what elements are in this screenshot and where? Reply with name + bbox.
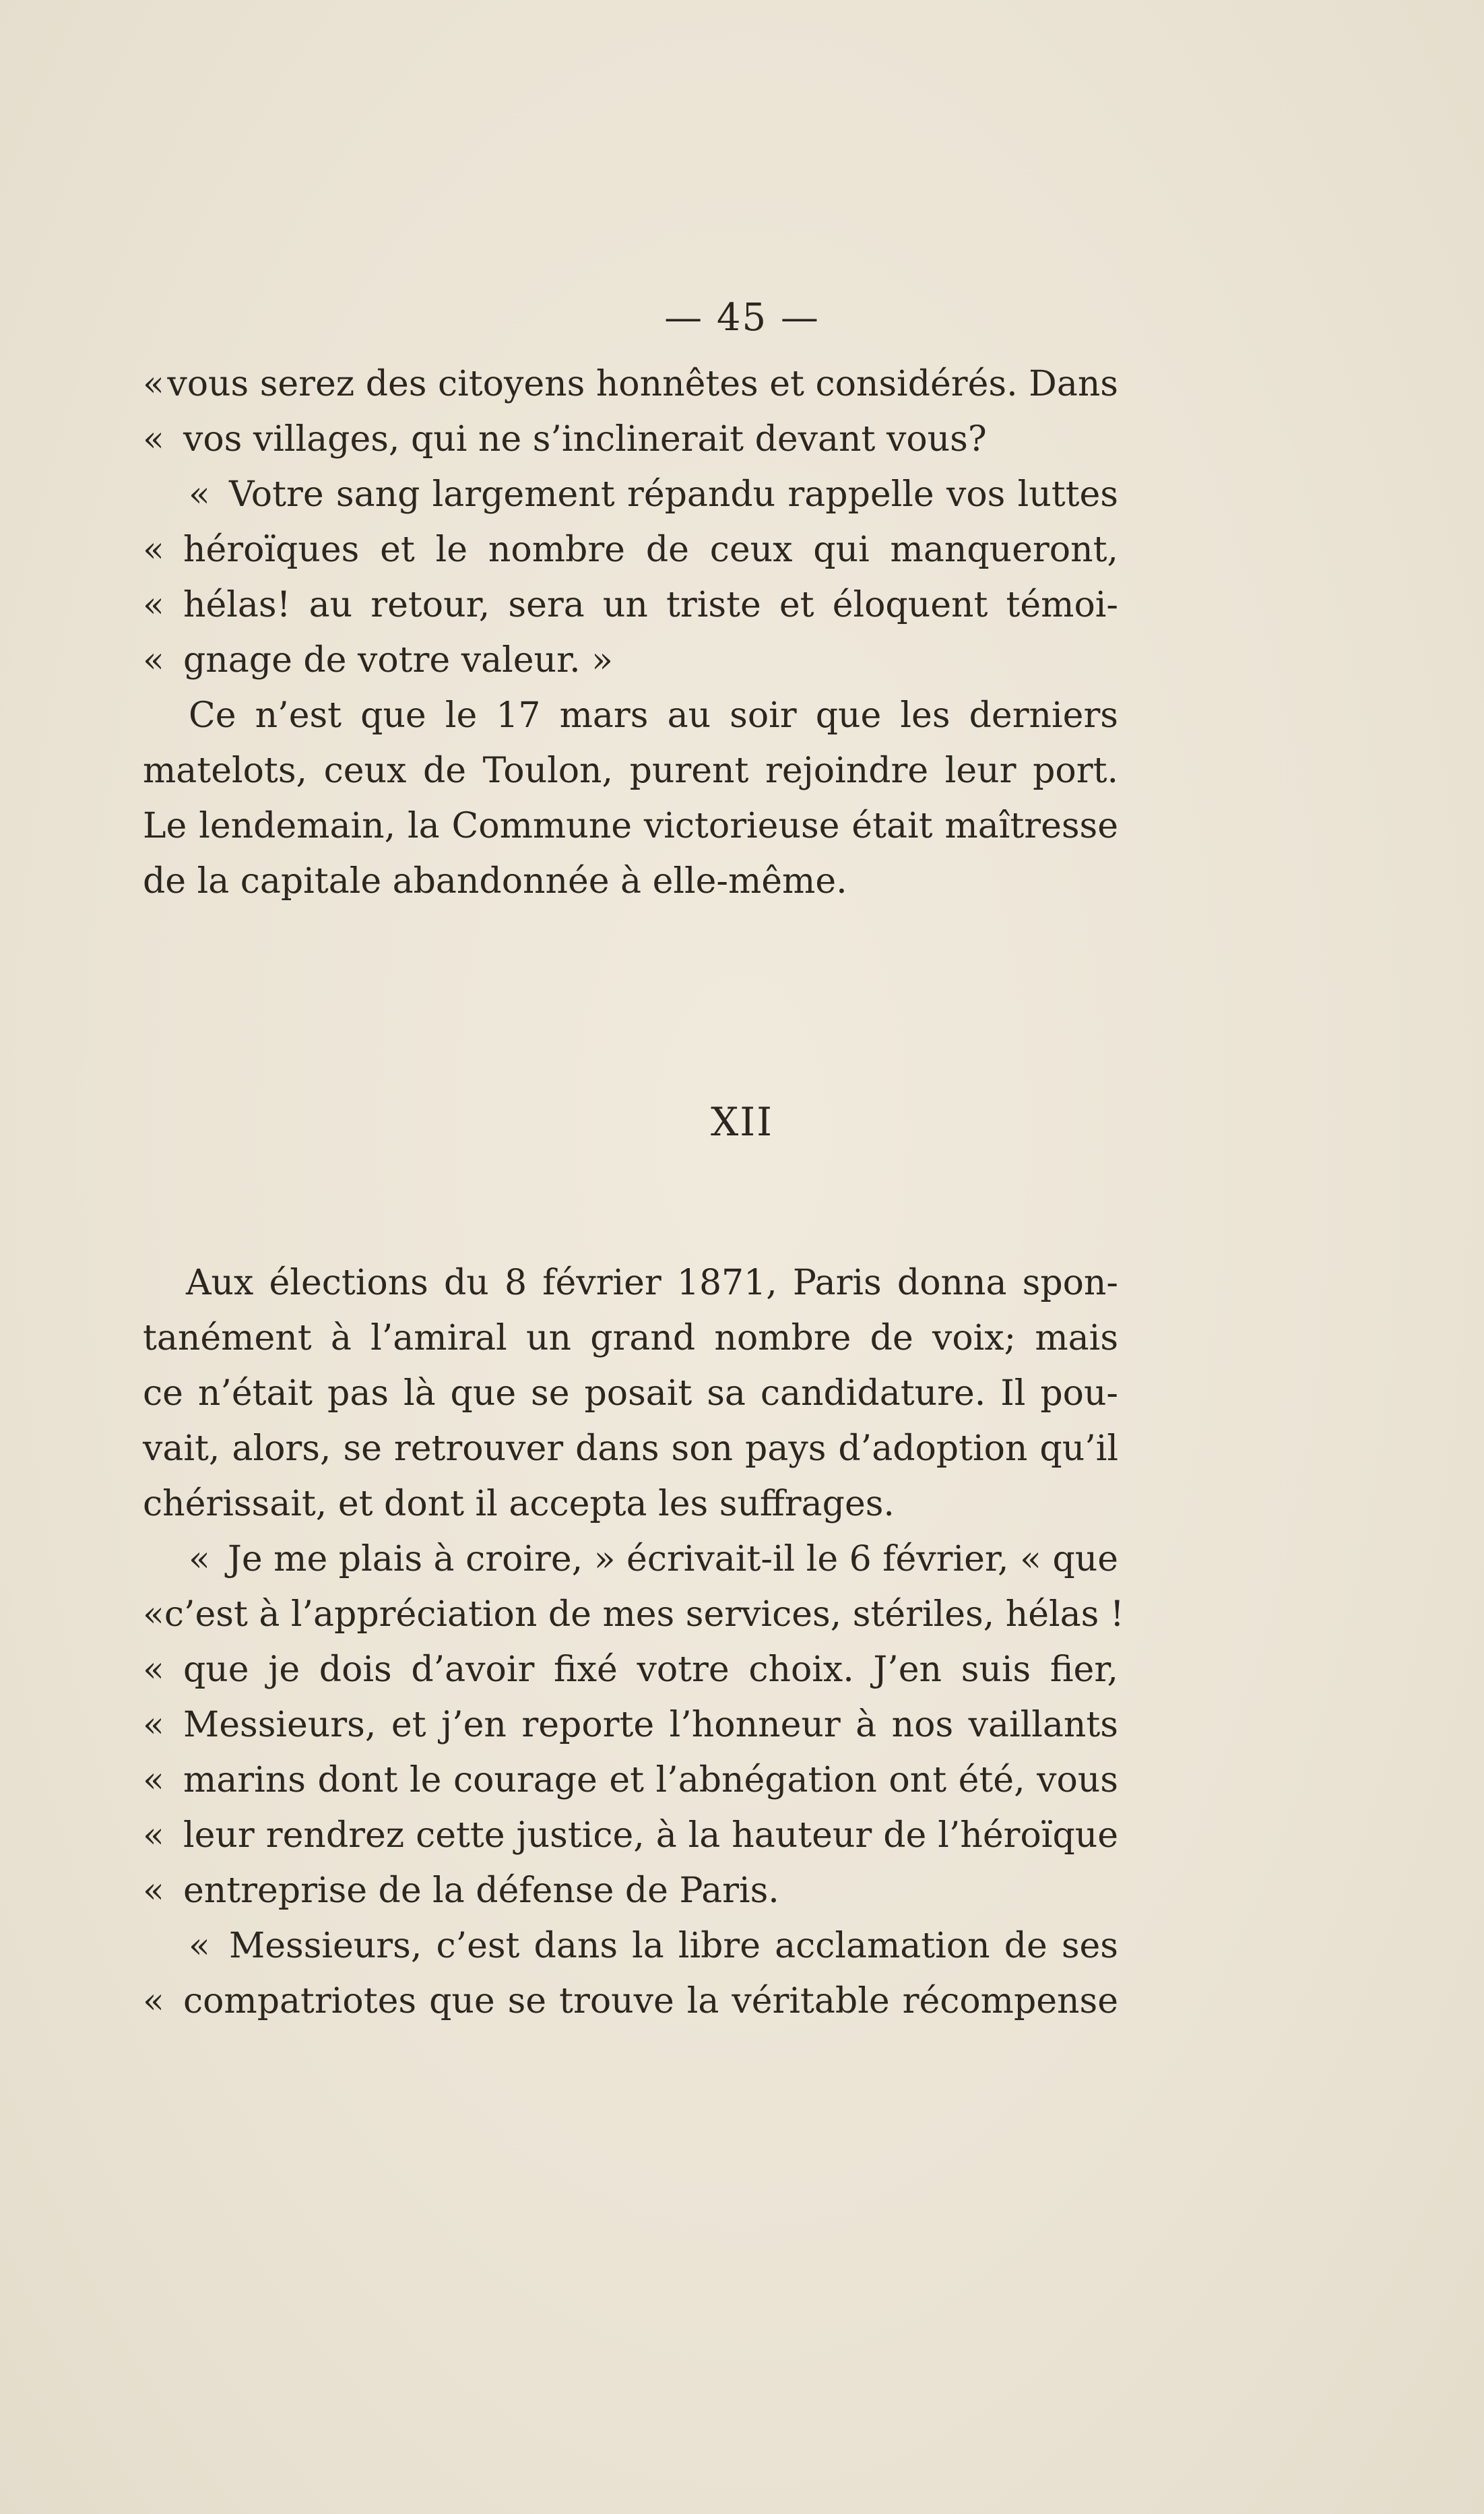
page-number: — 45 — [664,296,820,340]
quote-mark: « [189,1926,210,1966]
text-line [143,1807,1118,1864]
line-text: que je dois d’avoir fixé votre choix. J’en suis fier, [183,1649,1118,1690]
text-line [143,1752,1118,1809]
quote-mark: « [189,474,210,515]
quote-mark: « [143,1871,164,1911]
text-line [143,1973,1118,2030]
text-line: ce n’était pas là que se posait sa candidature. Il pou- [143,1373,1118,1414]
quote-mark: « [143,585,164,625]
text-line [143,356,1118,412]
line-text: Messieurs, et j’en reporte l’honneur à nos vaillants [183,1705,1118,1745]
quote-mark: « [143,1981,164,2021]
text-line: de la capitale abandonnée à elle-même. [143,861,847,902]
line-text: vous serez des citoyens honnêtes et considérés. Dans [167,364,1118,404]
line-text: leur rendrez cette justice, à la hauteur de l’héroïque [183,1815,1118,1856]
text-line: tanément à l’amiral un grand nombre de voix; mais [143,1318,1118,1358]
text-line [189,466,1118,523]
quote-mark: « [143,364,164,404]
quote-mark: « [143,1815,164,1856]
line-text: Messieurs, c’est dans la libre acclamation de ses [229,1926,1118,1966]
text-line: chérissait, et dont il accepta les suffrages. [143,1484,895,1524]
quote-mark: « [189,1539,210,1579]
text-line [143,632,1118,689]
text-line [143,411,1118,468]
text-line: Le lendemain, la Commune victorieuse était maîtresse [143,806,1118,846]
text-line: Aux élections du 8 février 1871, Paris donna spon- [186,1263,1118,1303]
text-line [143,1862,1118,1919]
line-text: marins dont le courage et l’abnégation ont été, vous [183,1760,1118,1800]
line-text: compatriotes que se trouve la véritable récompense [183,1981,1118,2021]
text-line [143,1586,1124,1643]
text-line [143,1697,1118,1753]
text-line: matelots, ceux de Toulon, purent rejoindre leur port. [143,751,1118,791]
line-text: Je me plais à croire, » écrivait-il le 6 février, « que [228,1539,1118,1579]
text-line: Ce n’est que le 17 mars au soir que les derniers [189,695,1118,736]
line-text: héroïques et le nombre de ceux qui manqueront, [183,530,1118,570]
line-text: entreprise de la défense de Paris. [183,1871,779,1911]
text-line [189,1918,1118,1974]
line-text: hélas! au retour, sera un triste et éloquent témoi- [183,585,1118,625]
line-text: gnage de votre valeur. » [183,640,613,681]
line-text: Votre sang largement répandu rappelle vos luttes [229,474,1118,515]
chapter-heading: XII [710,1099,774,1145]
quote-mark: « [143,640,164,681]
text-line: vait, alors, se retrouver dans son pays d’adoption qu’il [143,1428,1118,1469]
quote-mark: « [143,1649,164,1690]
line-text: c’est à l’appréciation de mes services, stériles, hélas ! [164,1594,1124,1635]
text-line [189,1531,1118,1588]
quote-mark: « [143,530,164,570]
line-text: vos villages, qui ne s’inclinerait devant vous? [183,419,987,460]
text-line [143,1641,1118,1698]
text-line [143,577,1118,633]
quote-mark: « [143,419,164,460]
text-line [143,522,1118,578]
quote-mark: « [143,1705,164,1745]
quote-mark: « [143,1760,164,1800]
quote-mark: « [143,1594,164,1635]
